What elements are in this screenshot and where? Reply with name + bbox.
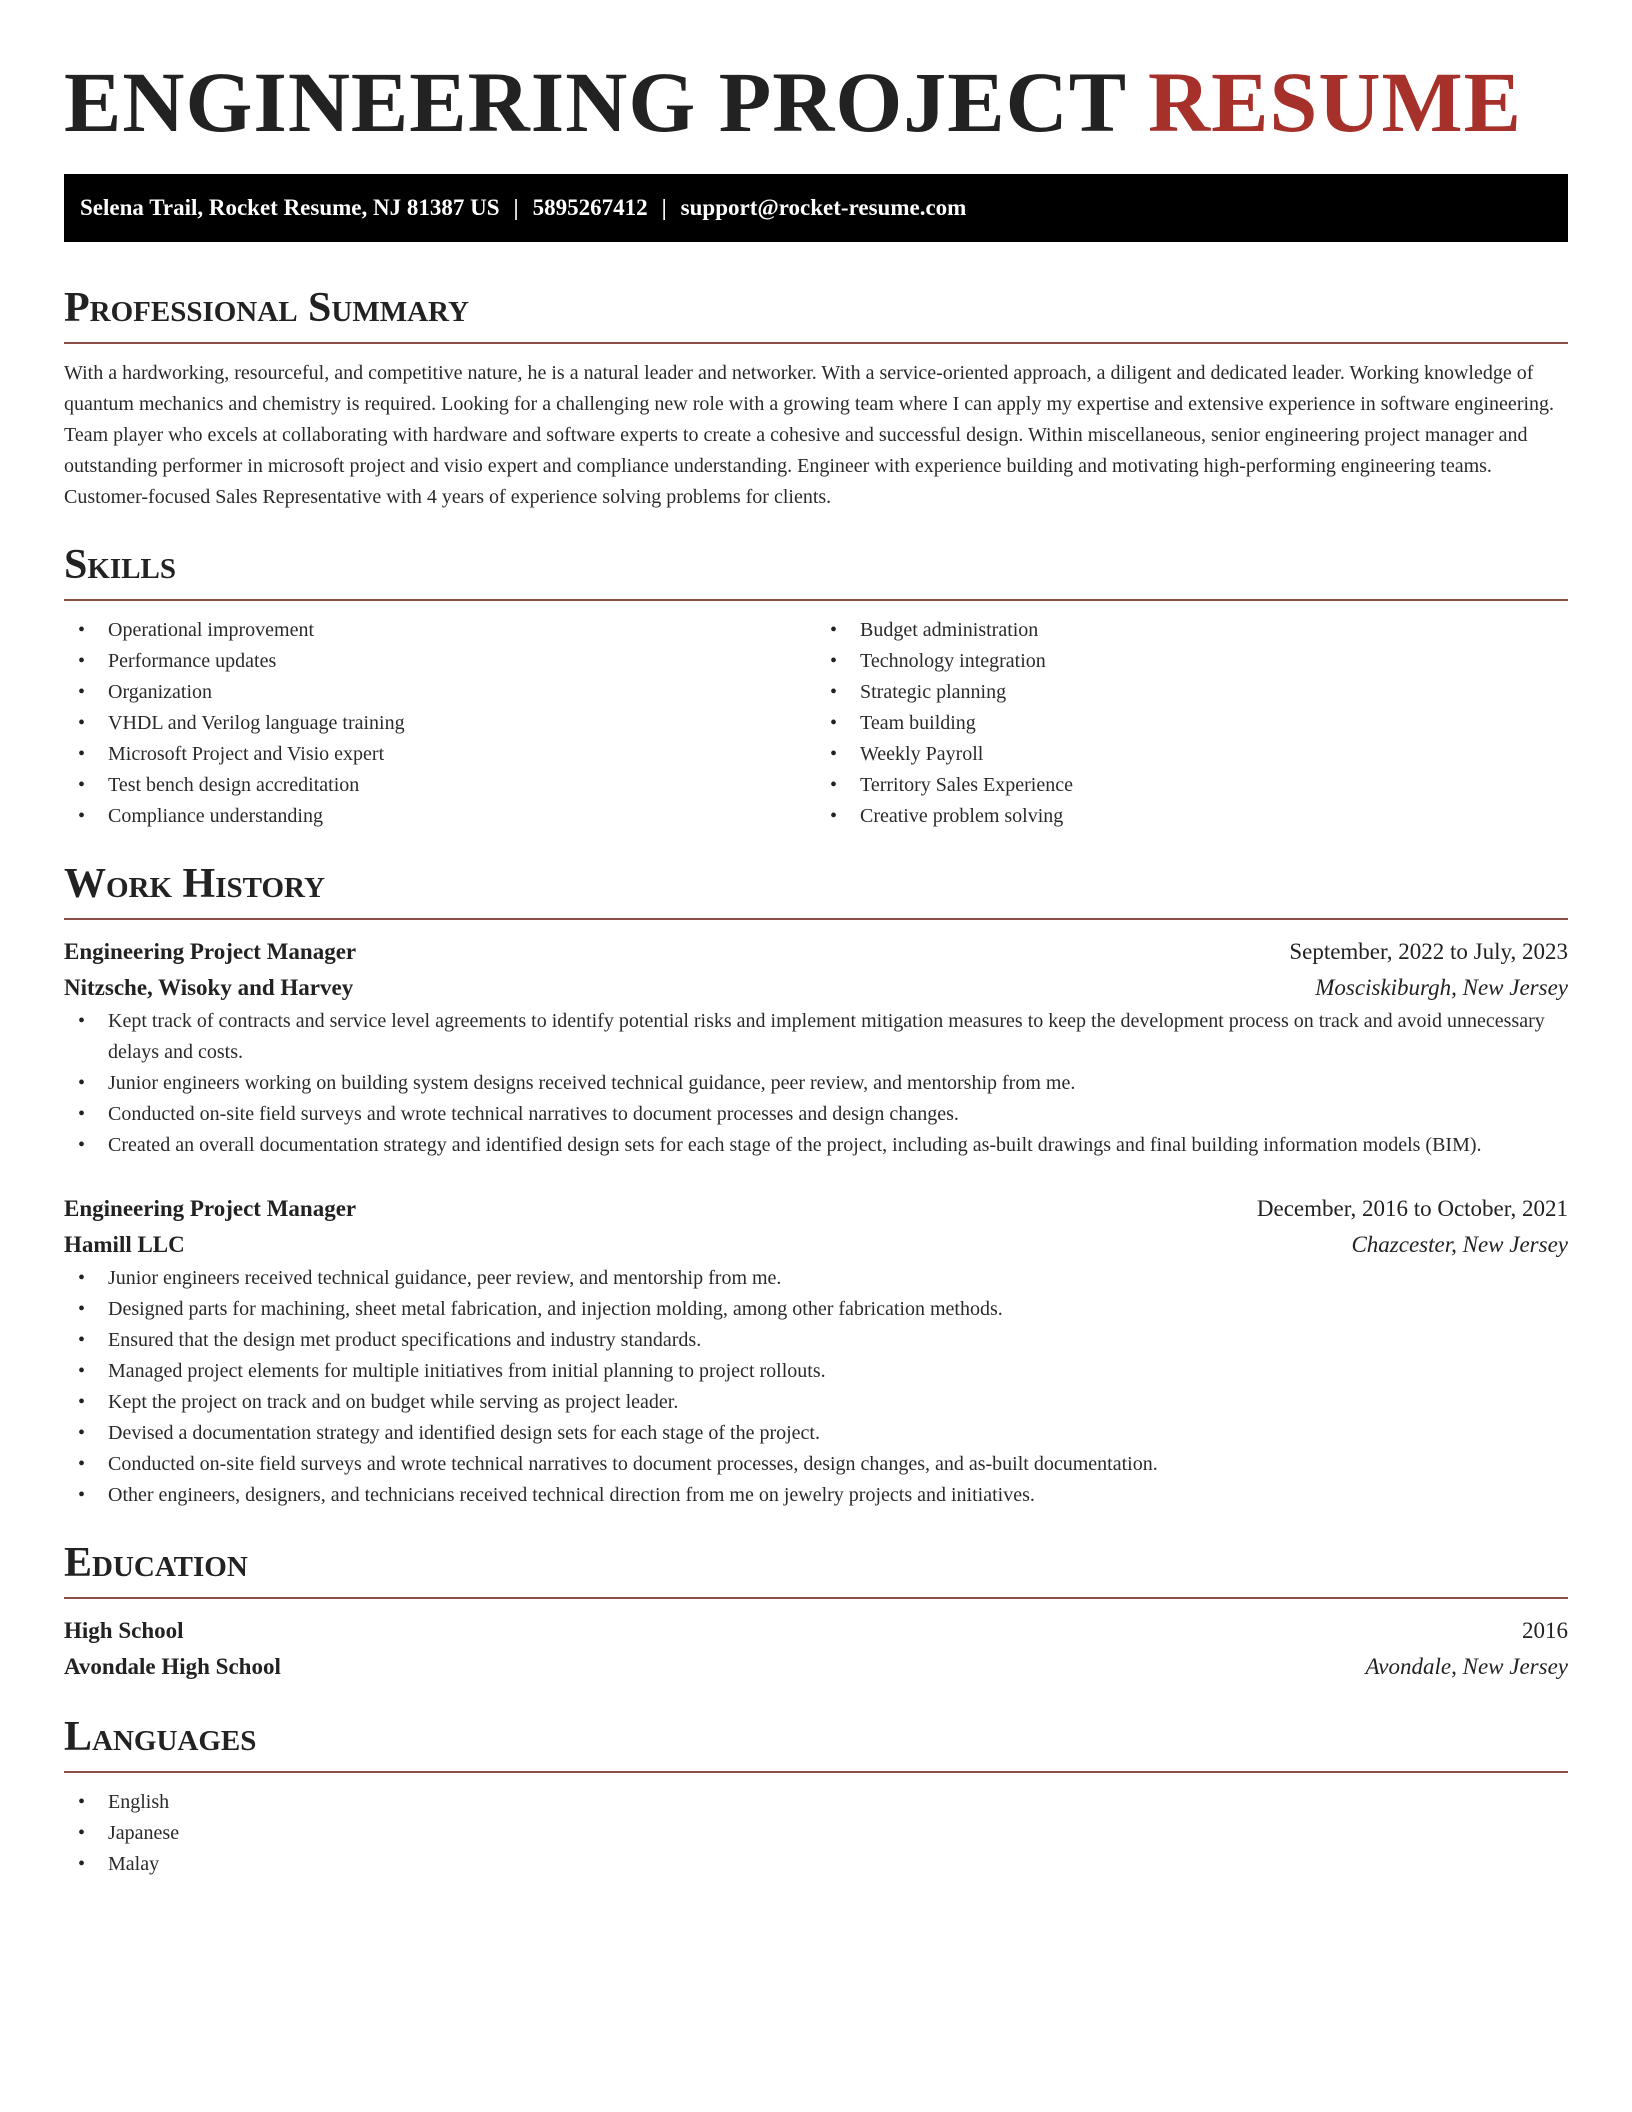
job-bullet: • Managed project elements for multiple initiatives from initial planning to project rollouts. <box>64 1356 1568 1387</box>
summary-text: With a hardworking, resourceful, and competitive nature, he is a natural leader and networker. With a service-oriented approach, a diligent and dedicated leader. Working knowledge of quantum mechanics and chemistry is required. Looking for a challenging new role with a growing team where I can apply my expertise and extensive experience in software engineering. Team player who excels at collaborating with hardware and software experts to create a cohesive and successful design. Within miscellaneous, senior engineering project manager and outstanding performer in microsoft project and visio expert and compliance understanding. Engineer with experience building and motivating high-performing engineering teams. Customer-focused Sales Representative with 4 years of experience solving problems for clients. <box>64 362 1555 508</box>
contact-address: Selena Trail, Rocket Resume, NJ 81387 US <box>80 195 500 220</box>
contact-phone: 5895267412 <box>532 195 648 220</box>
skills-heading: Skills <box>64 542 177 588</box>
skills-column-right <box>816 615 1568 832</box>
job-bullet: • Conducted on-site field surveys and wrote technical narratives to document processes and design changes. <box>64 1099 1568 1130</box>
job-location: Chazcester, New Jersey <box>1351 1232 1568 1257</box>
section-divider <box>64 1597 1568 1599</box>
skill-item: • Performance updates <box>64 646 816 677</box>
title-accent: RESUME <box>1148 54 1522 150</box>
work-history-section <box>64 858 1568 1511</box>
section-divider <box>64 599 1568 601</box>
title-main: ENGINEERING PROJECT <box>64 54 1126 150</box>
summary-heading: Professional Summary <box>64 285 469 331</box>
job-dates: December, 2016 to October, 2021 <box>1256 1196 1568 1221</box>
job-title: Engineering Project Manager <box>64 1196 357 1221</box>
skills-grid <box>64 615 1568 832</box>
job-title: Engineering Project Manager <box>64 939 357 964</box>
education-header-row <box>64 1613 1568 1649</box>
job-subheader-row <box>64 970 1568 1006</box>
skill-item: • Budget administration <box>816 615 1568 646</box>
skill-item: • Strategic planning <box>816 677 1568 708</box>
job-header-row <box>64 1191 1568 1227</box>
skill-item: • VHDL and Verilog language training <box>64 708 816 739</box>
resume-title <box>64 52 1568 152</box>
job-bullet: • Designed parts for machining, sheet metal fabrication, and injection molding, among other fabrication methods. <box>64 1294 1568 1325</box>
skill-item: • Microsoft Project and Visio expert <box>64 739 816 770</box>
skill-item: • Team building <box>816 708 1568 739</box>
job-location: Mosciskiburgh, New Jersey <box>1315 975 1568 1000</box>
summary-section <box>64 282 1568 513</box>
education-heading: Education <box>64 1540 248 1586</box>
job-bullet: • Created an overall documentation strategy and identified design sets for each stage of the project, including as-built drawings and final building information models (BIM). <box>64 1130 1568 1161</box>
skill-item: • Weekly Payroll <box>816 739 1568 770</box>
job-bullet: • Junior engineers working on building system designs received technical guidance, peer review, and mentorship from me. <box>64 1068 1568 1099</box>
skills-list-right <box>816 615 1568 832</box>
contact-separator: | <box>513 195 519 220</box>
education-year: 2016 <box>1522 1618 1568 1643</box>
languages-list <box>64 1787 1568 1880</box>
section-divider <box>64 918 1568 920</box>
job-bullet: • Devised a documentation strategy and identified design sets for each stage of the project. <box>64 1418 1568 1449</box>
job-responsibilities <box>64 1263 1568 1511</box>
job-bullet: • Other engineers, designers, and technicians received technical direction from me on jewelry projects and initiatives. <box>64 1480 1568 1511</box>
skills-column-left <box>64 615 816 832</box>
education-section <box>64 1537 1568 1685</box>
education-subheader-row <box>64 1649 1568 1685</box>
skill-item: • Technology integration <box>816 646 1568 677</box>
languages-heading: Languages <box>64 1714 257 1760</box>
skill-item: • Compliance understanding <box>64 801 816 832</box>
skill-item: • Test bench design accreditation <box>64 770 816 801</box>
job-bullet: • Ensured that the design met product specifications and industry standards. <box>64 1325 1568 1356</box>
contact-email: support@rocket-resume.com <box>680 195 967 220</box>
job-bullet: • Kept track of contracts and service level agreements to identify potential risks and implement mitigation measures to keep the development process on track and avoid unnecessary delays and costs. <box>64 1006 1568 1068</box>
languages-section <box>64 1711 1568 1880</box>
job-subheader-row <box>64 1227 1568 1263</box>
job-entry <box>64 934 1568 1161</box>
contact-separator: | <box>661 195 667 220</box>
job-company: Nitzsche, Wisoky and Harvey <box>64 975 354 1000</box>
contact-bar <box>64 174 1568 242</box>
job-header-row <box>64 934 1568 970</box>
skill-item: • Organization <box>64 677 816 708</box>
language-item: • English <box>64 1787 1568 1818</box>
job-dates: September, 2022 to July, 2023 <box>1289 939 1568 964</box>
language-item: • Malay <box>64 1849 1568 1880</box>
job-bullet: • Conducted on-site field surveys and wrote technical narratives to document processes, design changes, and as-built documentation. <box>64 1449 1568 1480</box>
job-entry <box>64 1191 1568 1511</box>
job-company: Hamill LLC <box>64 1232 185 1257</box>
skill-item: • Territory Sales Experience <box>816 770 1568 801</box>
skill-item: • Operational improvement <box>64 615 816 646</box>
section-divider <box>64 1771 1568 1773</box>
skill-item: • Creative problem solving <box>816 801 1568 832</box>
skills-list-left <box>64 615 816 832</box>
job-responsibilities <box>64 1006 1568 1161</box>
skills-section <box>64 539 1568 832</box>
language-item: • Japanese <box>64 1818 1568 1849</box>
education-degree: High School <box>64 1618 184 1643</box>
job-bullet: • Junior engineers received technical guidance, peer review, and mentorship from me. <box>64 1263 1568 1294</box>
section-divider <box>64 342 1568 344</box>
job-bullet: • Kept the project on track and on budget while serving as project leader. <box>64 1387 1568 1418</box>
education-location: Avondale, New Jersey <box>1365 1654 1568 1679</box>
work-history-heading: Work History <box>64 861 325 907</box>
education-school: Avondale High School <box>64 1654 281 1679</box>
